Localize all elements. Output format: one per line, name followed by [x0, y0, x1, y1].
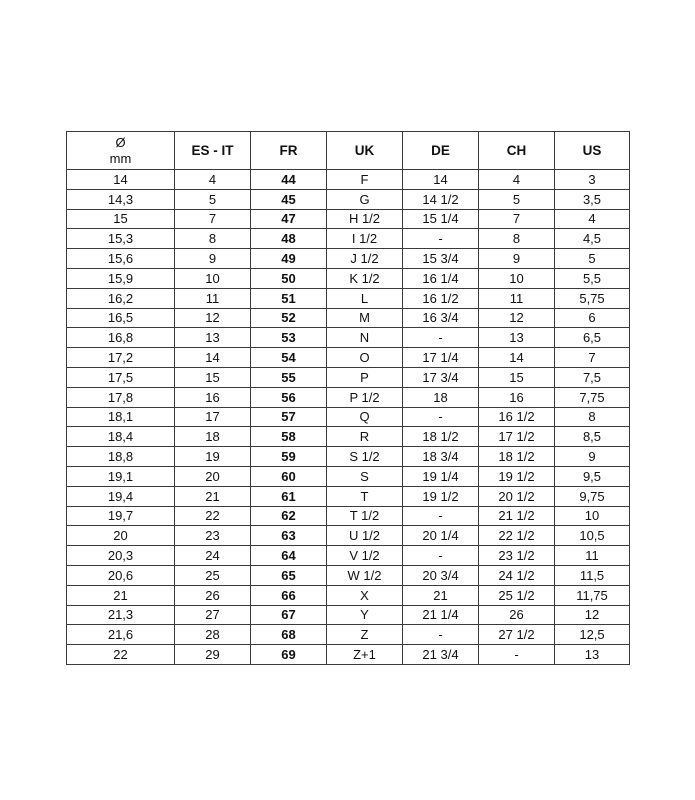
cell-uk: H 1/2	[327, 209, 403, 229]
table-row	[67, 427, 630, 447]
cell-us: 7	[555, 348, 630, 368]
cell-de: -	[403, 625, 479, 645]
cell-us: 9,75	[555, 486, 630, 506]
cell-fr: 58	[251, 427, 327, 447]
cell-es-it: 26	[175, 585, 251, 605]
cell-es-it: 28	[175, 625, 251, 645]
cell-ch: -	[479, 645, 555, 665]
table-row	[67, 209, 630, 229]
cell-us: 9,5	[555, 466, 630, 486]
cell-mm: 17,8	[67, 387, 175, 407]
cell-fr: 67	[251, 605, 327, 625]
cell-fr: 44	[251, 170, 327, 190]
cell-us: 7,75	[555, 387, 630, 407]
cell-ch: 25 1/2	[479, 585, 555, 605]
cell-uk: S 1/2	[327, 447, 403, 467]
table-row	[67, 466, 630, 486]
cell-uk: W 1/2	[327, 565, 403, 585]
cell-es-it: 14	[175, 348, 251, 368]
table-row	[67, 387, 630, 407]
cell-us: 5,75	[555, 288, 630, 308]
cell-de: 14 1/2	[403, 189, 479, 209]
cell-de: 16 3/4	[403, 308, 479, 328]
cell-es-it: 10	[175, 268, 251, 288]
table-row	[67, 506, 630, 526]
header-de: DE	[403, 132, 479, 170]
cell-de: 20 3/4	[403, 565, 479, 585]
cell-ch: 18 1/2	[479, 447, 555, 467]
cell-uk: P	[327, 367, 403, 387]
cell-mm: 16,8	[67, 328, 175, 348]
cell-fr: 65	[251, 565, 327, 585]
cell-de: 15 3/4	[403, 249, 479, 269]
ring-size-table	[66, 131, 630, 665]
cell-es-it: 18	[175, 427, 251, 447]
cell-mm: 14	[67, 170, 175, 190]
cell-de: 16 1/4	[403, 268, 479, 288]
cell-ch: 24 1/2	[479, 565, 555, 585]
cell-fr: 63	[251, 526, 327, 546]
cell-us: 4	[555, 209, 630, 229]
cell-es-it: 27	[175, 605, 251, 625]
table-row	[67, 605, 630, 625]
cell-us: 5,5	[555, 268, 630, 288]
cell-es-it: 9	[175, 249, 251, 269]
cell-ch: 4	[479, 170, 555, 190]
cell-es-it: 11	[175, 288, 251, 308]
cell-fr: 66	[251, 585, 327, 605]
cell-us: 13	[555, 645, 630, 665]
header-fr: FR	[251, 132, 327, 170]
cell-uk: M	[327, 308, 403, 328]
cell-us: 11,75	[555, 585, 630, 605]
cell-mm: 16,5	[67, 308, 175, 328]
header-ch: CH	[479, 132, 555, 170]
table-row	[67, 249, 630, 269]
header-uk: UK	[327, 132, 403, 170]
cell-us: 10,5	[555, 526, 630, 546]
cell-ch: 13	[479, 328, 555, 348]
cell-de: 18	[403, 387, 479, 407]
cell-uk: T	[327, 486, 403, 506]
cell-us: 3	[555, 170, 630, 190]
cell-uk: K 1/2	[327, 268, 403, 288]
table-row	[67, 645, 630, 665]
cell-fr: 53	[251, 328, 327, 348]
cell-de: 15 1/4	[403, 209, 479, 229]
cell-de: 16 1/2	[403, 288, 479, 308]
cell-mm: 16,2	[67, 288, 175, 308]
header-es-it: ES - IT	[175, 132, 251, 170]
cell-uk: Z	[327, 625, 403, 645]
cell-fr: 59	[251, 447, 327, 467]
cell-us: 6	[555, 308, 630, 328]
cell-uk: P 1/2	[327, 387, 403, 407]
cell-de: 20 1/4	[403, 526, 479, 546]
cell-mm: 14,3	[67, 189, 175, 209]
cell-us: 4,5	[555, 229, 630, 249]
header-us: US	[555, 132, 630, 170]
table-row	[67, 407, 630, 427]
cell-uk: V 1/2	[327, 546, 403, 566]
table-row	[67, 526, 630, 546]
cell-mm: 19,4	[67, 486, 175, 506]
cell-uk: O	[327, 348, 403, 368]
cell-mm: 19,7	[67, 506, 175, 526]
cell-fr: 56	[251, 387, 327, 407]
cell-mm: 20,3	[67, 546, 175, 566]
cell-uk: F	[327, 170, 403, 190]
cell-de: -	[403, 407, 479, 427]
cell-mm: 17,5	[67, 367, 175, 387]
cell-us: 8,5	[555, 427, 630, 447]
cell-fr: 51	[251, 288, 327, 308]
cell-fr: 69	[251, 645, 327, 665]
header-diameter-mm	[67, 132, 175, 170]
cell-us: 11,5	[555, 565, 630, 585]
diameter-unit: mm	[109, 150, 132, 166]
cell-fr: 62	[251, 506, 327, 526]
cell-fr: 52	[251, 308, 327, 328]
table-row	[67, 486, 630, 506]
cell-mm: 18,8	[67, 447, 175, 467]
cell-es-it: 8	[175, 229, 251, 249]
diameter-symbol: Ø	[115, 134, 126, 150]
table-row	[67, 170, 630, 190]
cell-de: 21 3/4	[403, 645, 479, 665]
cell-fr: 68	[251, 625, 327, 645]
cell-mm: 18,4	[67, 427, 175, 447]
cell-es-it: 19	[175, 447, 251, 467]
cell-de: 19 1/2	[403, 486, 479, 506]
cell-ch: 26	[479, 605, 555, 625]
cell-ch: 8	[479, 229, 555, 249]
cell-uk: R	[327, 427, 403, 447]
cell-ch: 19 1/2	[479, 466, 555, 486]
cell-ch: 14	[479, 348, 555, 368]
cell-fr: 45	[251, 189, 327, 209]
cell-us: 6,5	[555, 328, 630, 348]
cell-us: 8	[555, 407, 630, 427]
cell-es-it: 12	[175, 308, 251, 328]
cell-es-it: 29	[175, 645, 251, 665]
cell-uk: L	[327, 288, 403, 308]
cell-ch: 16 1/2	[479, 407, 555, 427]
cell-es-it: 16	[175, 387, 251, 407]
table-row	[67, 585, 630, 605]
cell-mm: 18,1	[67, 407, 175, 427]
cell-us: 11	[555, 546, 630, 566]
header-row	[67, 132, 630, 170]
table-row	[67, 367, 630, 387]
cell-mm: 15,9	[67, 268, 175, 288]
cell-de: 17 3/4	[403, 367, 479, 387]
cell-ch: 17 1/2	[479, 427, 555, 447]
cell-es-it: 5	[175, 189, 251, 209]
table-row	[67, 268, 630, 288]
cell-mm: 22	[67, 645, 175, 665]
cell-ch: 21 1/2	[479, 506, 555, 526]
table-body	[67, 170, 630, 665]
cell-fr: 57	[251, 407, 327, 427]
cell-es-it: 22	[175, 506, 251, 526]
cell-uk: X	[327, 585, 403, 605]
cell-es-it: 21	[175, 486, 251, 506]
cell-us: 9	[555, 447, 630, 467]
cell-de: -	[403, 229, 479, 249]
cell-uk: J 1/2	[327, 249, 403, 269]
cell-ch: 15	[479, 367, 555, 387]
cell-uk: I 1/2	[327, 229, 403, 249]
cell-us: 10	[555, 506, 630, 526]
cell-ch: 12	[479, 308, 555, 328]
cell-mm: 20	[67, 526, 175, 546]
cell-ch: 16	[479, 387, 555, 407]
cell-es-it: 4	[175, 170, 251, 190]
table-row	[67, 546, 630, 566]
cell-fr: 49	[251, 249, 327, 269]
cell-fr: 47	[251, 209, 327, 229]
cell-de: 14	[403, 170, 479, 190]
cell-es-it: 15	[175, 367, 251, 387]
cell-ch: 22 1/2	[479, 526, 555, 546]
cell-ch: 27 1/2	[479, 625, 555, 645]
cell-de: -	[403, 506, 479, 526]
cell-es-it: 17	[175, 407, 251, 427]
cell-fr: 48	[251, 229, 327, 249]
cell-fr: 64	[251, 546, 327, 566]
cell-ch: 23 1/2	[479, 546, 555, 566]
cell-es-it: 24	[175, 546, 251, 566]
cell-uk: Y	[327, 605, 403, 625]
cell-fr: 61	[251, 486, 327, 506]
cell-de: -	[403, 546, 479, 566]
cell-ch: 20 1/2	[479, 486, 555, 506]
cell-mm: 15	[67, 209, 175, 229]
cell-ch: 5	[479, 189, 555, 209]
cell-ch: 9	[479, 249, 555, 269]
cell-ch: 7	[479, 209, 555, 229]
cell-es-it: 13	[175, 328, 251, 348]
cell-mm: 21,3	[67, 605, 175, 625]
cell-uk: N	[327, 328, 403, 348]
cell-ch: 10	[479, 268, 555, 288]
cell-mm: 19,1	[67, 466, 175, 486]
cell-ch: 11	[479, 288, 555, 308]
cell-uk: G	[327, 189, 403, 209]
cell-us: 7,5	[555, 367, 630, 387]
cell-us: 12	[555, 605, 630, 625]
cell-uk: Z+1	[327, 645, 403, 665]
table-row	[67, 189, 630, 209]
table-row	[67, 625, 630, 645]
table-row	[67, 229, 630, 249]
cell-es-it: 23	[175, 526, 251, 546]
cell-mm: 15,6	[67, 249, 175, 269]
cell-mm: 15,3	[67, 229, 175, 249]
cell-de: 17 1/4	[403, 348, 479, 368]
cell-de: -	[403, 328, 479, 348]
cell-fr: 54	[251, 348, 327, 368]
cell-de: 18 1/2	[403, 427, 479, 447]
cell-de: 21 1/4	[403, 605, 479, 625]
cell-fr: 50	[251, 268, 327, 288]
cell-uk: Q	[327, 407, 403, 427]
cell-mm: 20,6	[67, 565, 175, 585]
cell-us: 5	[555, 249, 630, 269]
cell-fr: 60	[251, 466, 327, 486]
table-row	[67, 288, 630, 308]
cell-de: 18 3/4	[403, 447, 479, 467]
table-row	[67, 348, 630, 368]
cell-uk: U 1/2	[327, 526, 403, 546]
cell-es-it: 20	[175, 466, 251, 486]
cell-uk: S	[327, 466, 403, 486]
table-row	[67, 565, 630, 585]
cell-de: 21	[403, 585, 479, 605]
cell-es-it: 25	[175, 565, 251, 585]
cell-de: 19 1/4	[403, 466, 479, 486]
cell-us: 3,5	[555, 189, 630, 209]
table-row	[67, 447, 630, 467]
cell-mm: 17,2	[67, 348, 175, 368]
table-row	[67, 308, 630, 328]
cell-es-it: 7	[175, 209, 251, 229]
cell-mm: 21,6	[67, 625, 175, 645]
cell-fr: 55	[251, 367, 327, 387]
cell-us: 12,5	[555, 625, 630, 645]
cell-mm: 21	[67, 585, 175, 605]
table-row	[67, 328, 630, 348]
cell-uk: T 1/2	[327, 506, 403, 526]
